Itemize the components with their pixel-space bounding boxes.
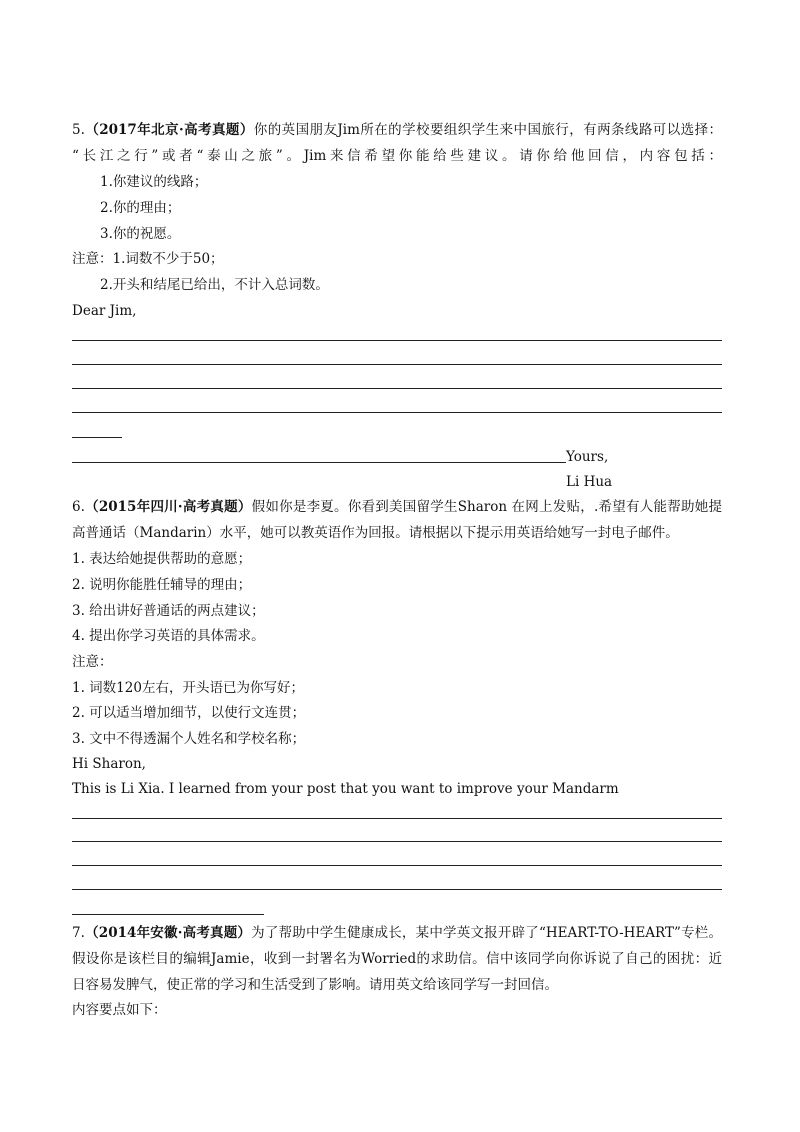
q7-prompt-start: 为了帮助中学生健康成长，某中学英文报开辟了“HEART-TO-HEART”专栏。 [251,925,723,941]
q6-note-1: 1. 词数120左右，开头语已为你写好； [72,680,304,696]
q6-tag: （2015年四川·高考真题） [84,499,252,515]
q5-note-1: 注意：1.词数不少于50； [72,251,224,267]
q6-note-title: 注意： [72,654,113,670]
q6-line-2: 高普通话（Mandarin）水平，她可以教英语作为回报。请根据以下提示用英语给她写一封电子邮件。 [72,525,679,541]
q6-note-2: 2. 可以适当增加细节，以使行文连贯； [72,705,306,721]
q5-answer-line-4[interactable] [72,412,722,413]
q5-line-2: “长江之行”或者“泰山之旅”。Jim来信希望你能给些建议。请你给他回信，内容包括： [72,148,722,164]
q6-answer-line-5[interactable] [72,914,264,915]
q5-point-1: 1.你建议的线路； [100,174,208,190]
q6-point-3: 3. 给出讲好普通话的两点建议； [72,603,265,619]
q7-line-1 [72,924,722,942]
q6-answer-line-4[interactable] [72,889,722,890]
q6-answer-line-3[interactable] [72,865,722,866]
q5-point-3: 3.你的祝愿。 [100,226,181,242]
q6-answer-line-1[interactable] [72,818,722,819]
q5-answer-line-3[interactable] [72,388,722,389]
q6-point-2: 2. 说明你能胜任辅导的理由； [72,577,252,593]
q6-point-4: 4. 提出你学习英语的具体需求。 [72,628,265,644]
q5-answer-line-6[interactable] [72,462,566,463]
q7-number: 7. [72,925,85,941]
q5-signature: Li Hua [566,474,613,490]
q6-line-1 [72,498,722,516]
q6-answer-line-2[interactable] [72,841,722,842]
q6-opening: This is Li Xia. I learned from your post that you want to improve your Mandarm [72,781,619,797]
q7-tag: （2014年安徽·高考真题） [84,925,252,941]
q7-line-3: 日容易发脾气，使正常的学习和生活受到了影响。请用英文给该同学写一封回信。 [72,977,558,993]
q5-salutation: Dear Jim, [72,303,137,319]
q6-point-1: 1. 表达给她提供帮助的意愿； [72,551,252,567]
q5-line-1 [72,121,722,139]
q6-number: 6. [72,499,85,515]
q5-closing: Yours, [566,449,609,465]
q5-answer-line-5[interactable] [72,437,122,438]
q5-answer-line-2[interactable] [72,364,722,365]
q5-prompt-start: 你的英国朋友Jim所在的学校要组织学生来中国旅行，有两条线路可以选择： [253,122,722,138]
q7-line-4: 内容要点如下： [72,1002,167,1018]
q6-note-3: 3. 文中不得透漏个人姓名和学校名称； [72,731,306,747]
q6-salutation: Hi Sharon, [72,756,146,772]
q7-line-2: 假设你是该栏目的编辑Jamie，收到一封署名为Worried的求助信。信中该同学向你诉说了自己的困扰：近 [72,951,722,967]
q5-point-2: 2.你的理由； [100,200,181,216]
q5-tag: （2017年北京·高考真题） [84,122,254,138]
q5-note-2: 2.开头和结尾已给出，不计入总词数。 [100,277,329,293]
q5-answer-line-1[interactable] [72,340,722,341]
q5-number: 5. [72,122,85,138]
q6-prompt-start: 假如你是李夏。你看到美国留学生Sharon 在网上发贴，.希望有人能帮助她提 [251,499,722,515]
